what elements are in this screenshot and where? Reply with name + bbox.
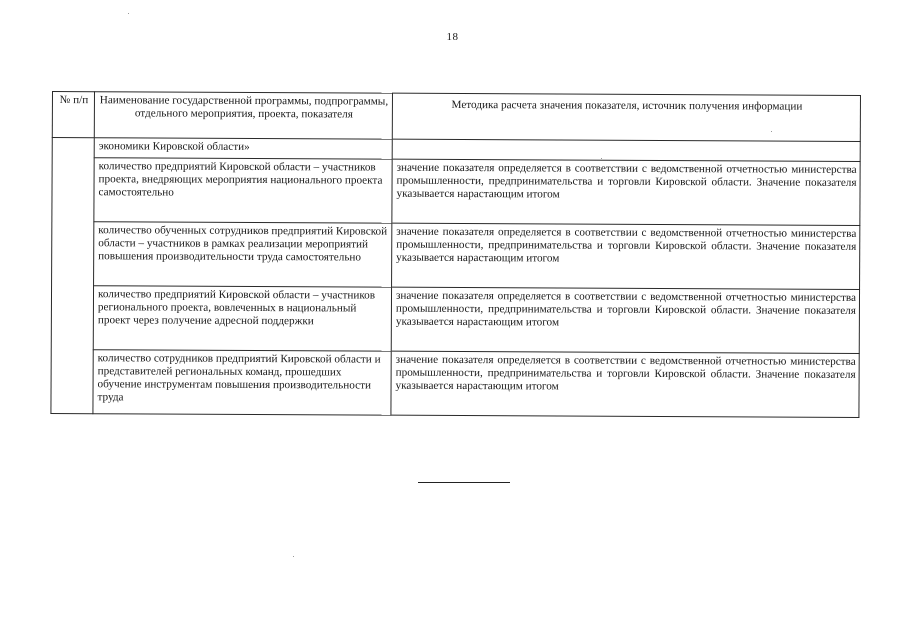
page-number: 18 — [446, 31, 459, 43]
continuation-name-cell: экономики Кировской области» — [94, 138, 392, 159]
header-name: Наименование государственной программы, подпрограммы, отдельного мероприятия, проекта, показателя — [94, 92, 392, 139]
row-number-cell — [51, 138, 94, 414]
continuation-method-cell — [392, 139, 860, 161]
scan-speck — [128, 13, 129, 14]
scan-speck — [771, 131, 772, 132]
indicator-method-cell: значение показателя определяется в соответствии с ведомственной отчетностью министерства промышленности, предпринимательства и торговли Кировской области. Значение показателя указывается нарастающим итогом — [391, 351, 859, 417]
indicator-name-cell: количество предприятий Кировской области – участников регионального проекта, вовлеченных в национальный проект через получение адресной поддержки — [93, 286, 391, 351]
indicator-name-cell: количество сотрудников предприятий Кировской области и представителей региональных команд, прошедших обучение инструментам повышения производительности труда — [93, 350, 391, 415]
scan-speck — [293, 556, 294, 557]
table-row — [52, 222, 860, 290]
indicator-method-cell: значение показателя определяется в соответствии с ведомственной отчетностью министерства промышленности, предпринимательства и торговли Кировской области. Значение показателя указывается нарастающим итогом — [391, 287, 859, 353]
closing-rule — [418, 482, 510, 483]
table-header-row — [52, 92, 860, 142]
table-row — [51, 349, 859, 417]
scan-speck — [601, 158, 602, 159]
header-method: Методика расчета значения показателя, источник получения информации — [392, 93, 860, 141]
indicator-table — [50, 91, 861, 418]
table-row — [52, 158, 860, 226]
indicator-method-cell: значение показателя определяется в соответствии с ведомственной отчетностью министерства промышленности, предпринимательства и торговли Кировской области. Значение показателя указывается нарастающим итогом — [392, 223, 860, 289]
indicator-method-cell: значение показателя определяется в соответствии с ведомственной отчетностью министерства промышленности, предпринимательства и торговли Кировской области. Значение показателя указывается нарастающим итогом — [392, 159, 860, 225]
header-num: № п/п — [52, 92, 94, 138]
indicator-name-cell: количество обученных сотрудников предприятий Кировской области – участников в рамках реализации мероприятий повышения производительности труда самостоятельно — [94, 222, 392, 287]
indicator-name-cell: количество предприятий Кировской области – участников проекта, внедряющих мероприятия национального проекта самостоятельно — [94, 158, 392, 223]
table-row — [51, 286, 859, 354]
